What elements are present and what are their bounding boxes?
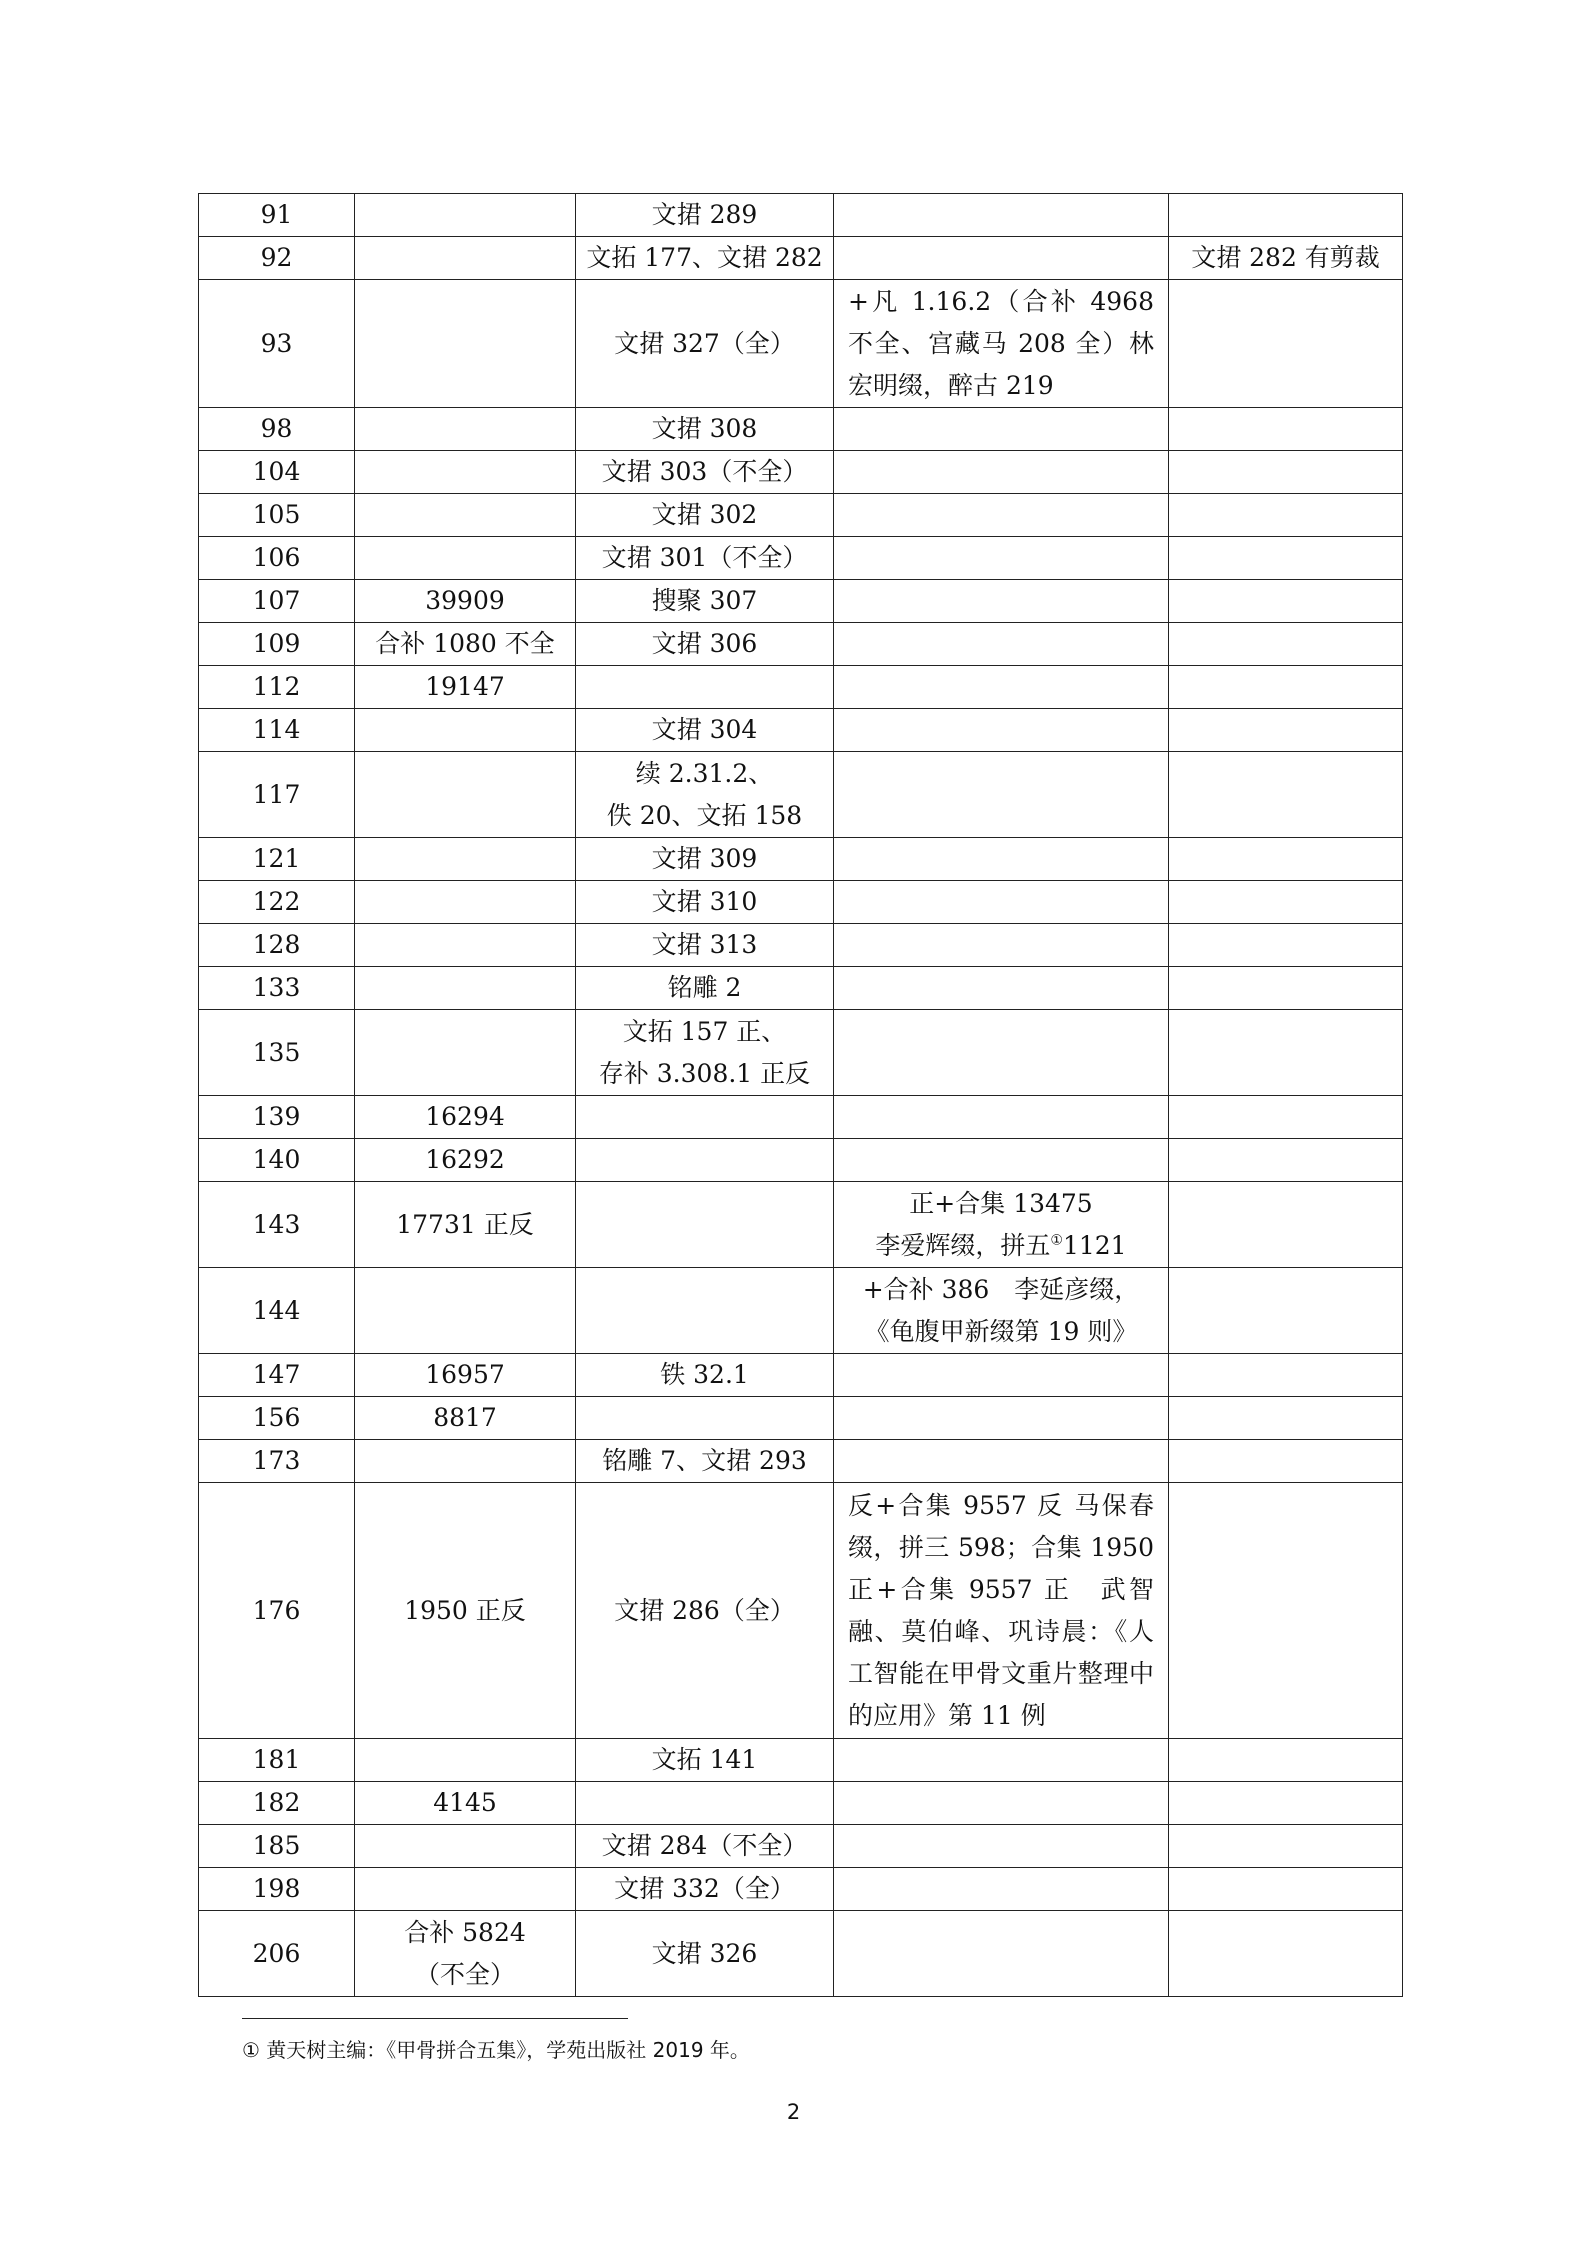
table-row	[199, 1868, 1403, 1911]
table-cell-col5	[1169, 1182, 1403, 1268]
page-number: 2	[786, 2100, 801, 2124]
table-cell-col2	[355, 967, 576, 1010]
table-cell-col4	[834, 1782, 1169, 1825]
table-cell-col2	[355, 451, 576, 494]
table-cell-col2	[355, 1739, 576, 1782]
table-cell-col5	[1169, 1868, 1403, 1911]
table-row	[199, 924, 1403, 967]
table-cell-col5	[1169, 537, 1403, 580]
table-cell-col2	[355, 1440, 576, 1483]
table-cell-col5	[1169, 666, 1403, 709]
table-cell-col5	[1169, 580, 1403, 623]
table-cell-col2	[355, 280, 576, 408]
table-cell-num: 105	[199, 494, 355, 537]
table-cell-col4	[834, 1825, 1169, 1868]
table-cell-num: 122	[199, 881, 355, 924]
table-cell-num: 176	[199, 1483, 355, 1739]
table-cell-col2: 16292	[355, 1139, 576, 1182]
table-row	[199, 1397, 1403, 1440]
table-cell-num: 98	[199, 408, 355, 451]
table-cell-col4: 反+合集 9557 反 马保春缀，拼三 598；合集 1950 正+合集 9557 正 武智融、莫伯峰、巩诗晨：《人工智能在甲骨文重片整理中的应用》第 11 例	[834, 1483, 1169, 1739]
table-cell-col5	[1169, 881, 1403, 924]
table-cell-num: 139	[199, 1096, 355, 1139]
table-cell-col5	[1169, 408, 1403, 451]
table-cell-col5	[1169, 494, 1403, 537]
table-cell-col2: 1950 正反	[355, 1483, 576, 1739]
table-cell-col4	[834, 838, 1169, 881]
table-cell-col5	[1169, 623, 1403, 666]
table-cell-col3: 铭雕 2	[576, 967, 834, 1010]
table-cell-col5	[1169, 924, 1403, 967]
table-cell-col5	[1169, 1139, 1403, 1182]
table-row	[199, 237, 1403, 280]
table-cell-col3: 文捃 326	[576, 1911, 834, 1997]
table-cell-col2: 39909	[355, 580, 576, 623]
table-cell-col5	[1169, 1440, 1403, 1483]
table-cell-col3: 文捃 301（不全）	[576, 537, 834, 580]
table-cell-col3: 文捃 286（全）	[576, 1483, 834, 1739]
footnote-marker: ①	[1050, 1232, 1063, 1249]
table-cell-num: 93	[199, 280, 355, 408]
table-cell-col5	[1169, 1397, 1403, 1440]
table-cell-col4: +合补 386 李延彦缀， 《龟腹甲新缀第 19 则》	[834, 1268, 1169, 1354]
catalog-table-body	[199, 194, 1403, 1997]
table-cell-col3	[576, 1268, 834, 1354]
table-cell-col3: 铭雕 7、文捃 293	[576, 1440, 834, 1483]
table-cell-col4	[834, 1739, 1169, 1782]
table-cell-num: 112	[199, 666, 355, 709]
table-cell-col5	[1169, 709, 1403, 752]
table-cell-col4: 正+合集 13475 李爱辉缀，拼五①1121	[834, 1182, 1169, 1268]
table-cell-col3	[576, 1139, 834, 1182]
table-cell-col5	[1169, 1825, 1403, 1868]
table-row	[199, 666, 1403, 709]
table-cell-col3: 文捃 306	[576, 623, 834, 666]
table-cell-num: 206	[199, 1911, 355, 1997]
table-cell-col3: 文捃 327（全）	[576, 280, 834, 408]
table-cell-col2: 19147	[355, 666, 576, 709]
table-row	[199, 537, 1403, 580]
table-cell-col3: 文拓 141	[576, 1739, 834, 1782]
table-cell-col2	[355, 408, 576, 451]
table-row	[199, 194, 1403, 237]
table-cell-col2	[355, 838, 576, 881]
footnote: ① 黄天树主编：《甲骨拼合五集》，学苑出版社 2019 年。	[242, 2038, 750, 2062]
table-cell-num: 182	[199, 1782, 355, 1825]
table-row	[199, 494, 1403, 537]
table-cell-col3	[576, 1096, 834, 1139]
table-cell-num: 117	[199, 752, 355, 838]
table-row	[199, 580, 1403, 623]
table-cell-col2	[355, 752, 576, 838]
table-cell-col3: 文捃 302	[576, 494, 834, 537]
table-row	[199, 967, 1403, 1010]
table-cell-col2: 4145	[355, 1782, 576, 1825]
table-cell-col3: 文捃 303（不全）	[576, 451, 834, 494]
table-cell-num: 128	[199, 924, 355, 967]
table-row	[199, 1010, 1403, 1096]
table-cell-col4	[834, 580, 1169, 623]
table-row	[199, 1782, 1403, 1825]
table-cell-col5	[1169, 1782, 1403, 1825]
table-row	[199, 1096, 1403, 1139]
table-cell-col5	[1169, 1010, 1403, 1096]
table-cell-num: 114	[199, 709, 355, 752]
table-cell-col3: 续 2.31.2、 佚 20、文拓 158	[576, 752, 834, 838]
table-cell-col4	[834, 237, 1169, 280]
table-cell-col4	[834, 408, 1169, 451]
table-cell-col5: 文捃 282 有剪裁	[1169, 237, 1403, 280]
table-cell-num: 135	[199, 1010, 355, 1096]
table-cell-col2: 合补 5824 （不全）	[355, 1911, 576, 1997]
table-cell-col3: 文捃 284（不全）	[576, 1825, 834, 1868]
table-cell-col2	[355, 194, 576, 237]
table-cell-col5	[1169, 1096, 1403, 1139]
table-cell-num: 185	[199, 1825, 355, 1868]
table-cell-col2	[355, 924, 576, 967]
table-cell-col3	[576, 666, 834, 709]
table-cell-col3: 文拓 177、文捃 282	[576, 237, 834, 280]
table-cell-col5	[1169, 280, 1403, 408]
table-cell-col2	[355, 537, 576, 580]
table-cell-col5	[1169, 1739, 1403, 1782]
table-cell-col5	[1169, 1911, 1403, 1997]
table-cell-col3: 文拓 157 正、 存补 3.308.1 正反	[576, 1010, 834, 1096]
table-cell-col2: 17731 正反	[355, 1182, 576, 1268]
table-cell-col4	[834, 451, 1169, 494]
table-row	[199, 1483, 1403, 1739]
table-cell-col3: 铁 32.1	[576, 1354, 834, 1397]
table-row	[199, 408, 1403, 451]
footnote-divider	[242, 2018, 628, 2019]
table-cell-col3: 文捃 289	[576, 194, 834, 237]
table-row	[199, 881, 1403, 924]
table-cell-num: 143	[199, 1182, 355, 1268]
table-cell-col3	[576, 1182, 834, 1268]
table-cell-col2	[355, 1268, 576, 1354]
catalog-table	[198, 193, 1403, 1997]
table-cell-col4	[834, 194, 1169, 237]
table-cell-col5	[1169, 451, 1403, 494]
table-cell-col2	[355, 494, 576, 537]
table-cell-col4	[834, 1354, 1169, 1397]
table-cell-num: 147	[199, 1354, 355, 1397]
table-cell-col2	[355, 709, 576, 752]
table-cell-col3: 搜聚 307	[576, 580, 834, 623]
table-cell-num: 121	[199, 838, 355, 881]
table-row	[199, 623, 1403, 666]
table-cell-col4	[834, 1010, 1169, 1096]
table-cell-col3: 文捃 309	[576, 838, 834, 881]
table-cell-col5	[1169, 1268, 1403, 1354]
table-cell-col2	[355, 881, 576, 924]
table-cell-col5	[1169, 194, 1403, 237]
table-cell-num: 91	[199, 194, 355, 237]
table-row	[199, 1354, 1403, 1397]
table-row	[199, 1825, 1403, 1868]
table-cell-num: 173	[199, 1440, 355, 1483]
table-cell-col4	[834, 924, 1169, 967]
table-cell-num: 106	[199, 537, 355, 580]
table-cell-col2	[355, 237, 576, 280]
table-cell-col4	[834, 537, 1169, 580]
table-cell-col2: 8817	[355, 1397, 576, 1440]
table-cell-col2: 16957	[355, 1354, 576, 1397]
table-cell-col4	[834, 1911, 1169, 1997]
table-cell-num: 92	[199, 237, 355, 280]
table-row	[199, 451, 1403, 494]
table-cell-col4	[834, 1139, 1169, 1182]
table-row	[199, 1182, 1403, 1268]
table-cell-num: 156	[199, 1397, 355, 1440]
table-cell-col4	[834, 752, 1169, 838]
table-cell-col3: 文捃 332（全）	[576, 1868, 834, 1911]
table-cell-num: 144	[199, 1268, 355, 1354]
table-cell-col2: 合补 1080 不全	[355, 623, 576, 666]
table-row	[199, 1139, 1403, 1182]
table-cell-col2	[355, 1010, 576, 1096]
table-cell-col2: 16294	[355, 1096, 576, 1139]
table-cell-col4	[834, 623, 1169, 666]
table-cell-col4	[834, 881, 1169, 924]
table-cell-col5	[1169, 752, 1403, 838]
table-cell-num: 107	[199, 580, 355, 623]
table-cell-col4	[834, 709, 1169, 752]
table-cell-col5	[1169, 1354, 1403, 1397]
table-cell-col4	[834, 1868, 1169, 1911]
table-row	[199, 280, 1403, 408]
table-cell-col4	[834, 666, 1169, 709]
table-row	[199, 709, 1403, 752]
table-cell-col3	[576, 1782, 834, 1825]
table-row	[199, 752, 1403, 838]
table-cell-num: 140	[199, 1139, 355, 1182]
table-cell-num: 133	[199, 967, 355, 1010]
table-row	[199, 1440, 1403, 1483]
table-cell-col4: +凡 1.16.2（合补 4968 不全、宫藏马 208 全）林宏明缀，醉古 219	[834, 280, 1169, 408]
table-cell-col3: 文捃 304	[576, 709, 834, 752]
table-cell-num: 181	[199, 1739, 355, 1782]
table-cell-col2	[355, 1825, 576, 1868]
table-cell-num: 198	[199, 1868, 355, 1911]
table-cell-col3: 文捃 308	[576, 408, 834, 451]
table-cell-col4	[834, 1440, 1169, 1483]
table-cell-num: 109	[199, 623, 355, 666]
table-cell-col3: 文捃 313	[576, 924, 834, 967]
table-cell-col5	[1169, 838, 1403, 881]
table-cell-col4	[834, 1397, 1169, 1440]
table-cell-col4	[834, 494, 1169, 537]
table-cell-col3	[576, 1397, 834, 1440]
table-cell-num: 104	[199, 451, 355, 494]
table-cell-col5	[1169, 967, 1403, 1010]
table-row	[199, 1739, 1403, 1782]
table-row	[199, 838, 1403, 881]
table-cell-col3: 文捃 310	[576, 881, 834, 924]
table-cell-col4	[834, 967, 1169, 1010]
table-row	[199, 1268, 1403, 1354]
table-row	[199, 1911, 1403, 1997]
table-cell-col5	[1169, 1483, 1403, 1739]
table-cell-col4	[834, 1096, 1169, 1139]
table-cell-col2	[355, 1868, 576, 1911]
